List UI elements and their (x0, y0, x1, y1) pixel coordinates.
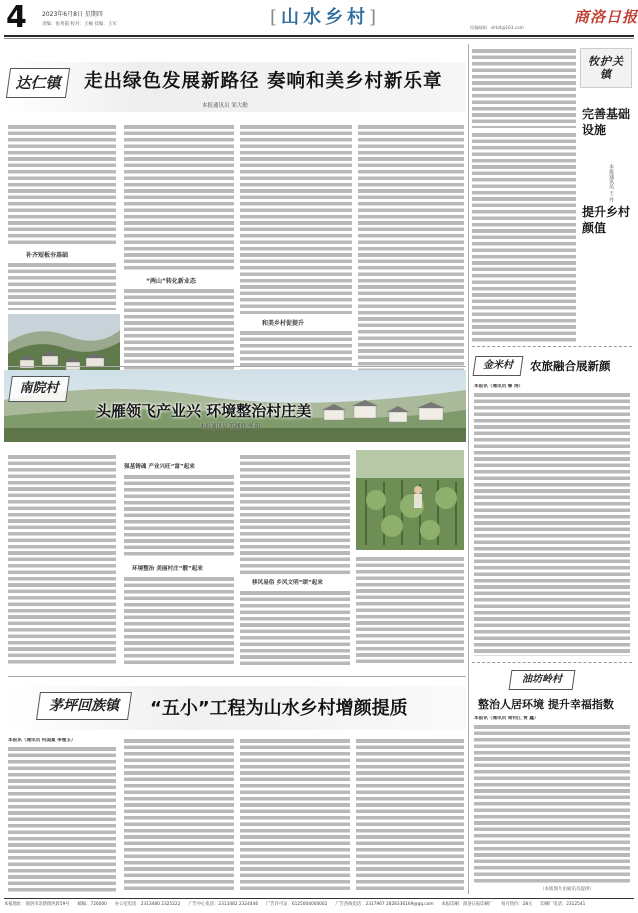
muhuguan-col-left-2 (472, 132, 576, 342)
muhuguan-headline-1: 完善基础设施 (582, 107, 631, 137)
place-tag-maoping (36, 692, 132, 720)
sidebar-sep-1 (472, 346, 632, 347)
subhead-3: 和美乡村促提升 (262, 320, 305, 327)
masthead (0, 0, 638, 40)
nanyuan-col-2 (124, 474, 234, 558)
jinmi-headline: 农旅融合展新颜 (530, 359, 611, 373)
body-column-3 (240, 124, 352, 314)
muhuguan-headline-2: 提升乡村颜值 (582, 205, 631, 235)
maoping-col-1 (8, 746, 116, 892)
byline: 本报通讯员 邹大勤 (202, 103, 248, 109)
nanyuan-col-1 (8, 454, 116, 666)
footer-ad-phone: 广告中心电话：2313482 2324446 (188, 902, 259, 907)
header-rule-thin (4, 38, 634, 39)
banner-photo-nanyuan (4, 370, 466, 442)
footer-postcode: 邮编：726000 (77, 902, 107, 907)
place-tag-nanyuan (8, 376, 70, 402)
sidebar-divider (468, 44, 469, 894)
sidebar-sep-2 (472, 662, 632, 663)
headline: 走出绿色发展新路径 奏响和美乡村新乐章 (84, 71, 443, 92)
youfangling-tag (509, 670, 576, 690)
youfangling-lead (474, 716, 630, 724)
byline-nanyuan: 本报通讯员 苏渊群 李 阳 (200, 424, 261, 430)
footer-address: 本报地址：商洛市北新街西段59号 (4, 902, 70, 907)
body-column-1 (8, 124, 116, 244)
nanyuan-subhead-3: 移风易俗 乡风文明“颂”起来 (252, 580, 323, 586)
title-banner (4, 62, 466, 112)
contact-email: 投稿邮箱：slrb4@163.com (470, 25, 524, 30)
photo-credit: （本版图片由通讯员提供） (540, 887, 594, 892)
jinmi-body (474, 392, 630, 656)
youfangling-byline: 本报讯（通讯员 周钊江 贾 鑫） (474, 716, 539, 721)
nanyuan-col-3 (240, 454, 350, 574)
maoping-col-3 (240, 738, 350, 892)
footer-hotline: 广告热线电话：2317967 2828336169@qq.com (335, 902, 434, 907)
footer-print-tel: 印刷厂电话：2312541 (540, 902, 586, 907)
jinmi-byline: 本报讯（通讯员 鲁 涛） (474, 384, 524, 389)
headline-maoping: “五小”工程为山水乡村增颜提质 (150, 698, 408, 719)
youfangling-tag-text: 油坊岭村 (522, 674, 562, 685)
body-column-2 (124, 124, 234, 272)
nanyuan-col-2b (124, 576, 234, 666)
body-column-4 (358, 124, 464, 406)
place-tag-nanyuan-text: 南院村 (19, 381, 59, 396)
muhuguan-tag (580, 48, 632, 88)
nanyuan-col-3b (240, 590, 350, 666)
youfangling-headline: 整治人居环境 提升幸福指数 (478, 698, 614, 711)
article-divider-2 (8, 676, 466, 677)
footer (4, 901, 634, 911)
article-divider (8, 366, 466, 367)
section-title-text: 山水乡村 (281, 7, 369, 28)
article-daren (4, 44, 466, 364)
page-number: 4 (6, 0, 27, 35)
nanyuan-photo (356, 450, 464, 550)
footer-printer: 本报印刷：商洛日报印刷厂 (441, 902, 494, 907)
nanyuan-subhead-1: 强基铸魂 产业兴旺“富”起来 (124, 464, 195, 470)
muhuguan-byline: 本报通讯员 王 丹 (608, 164, 614, 203)
header-rule (4, 35, 634, 37)
place-tag-maoping-text: 茅坪回族镇 (49, 698, 119, 714)
jinmi-tag-text: 金米村 (483, 360, 513, 371)
issue-date: 2023年6月8日 星期四 (42, 11, 103, 18)
sidebar-jinmi (470, 350, 634, 660)
footer-license: 广告许可证：6125004000002 (266, 902, 328, 907)
muhuguan-col-left (472, 48, 576, 128)
article-nanyuan (4, 370, 466, 670)
subhead-2: “两山”转化新业态 (146, 278, 196, 285)
nanyuan-col-4 (356, 556, 464, 666)
maoping-lead (8, 738, 116, 746)
nanyuan-photo-image (356, 450, 464, 550)
maoping-byline: 本报讯（通讯员 何国夏 李雅玉） (8, 738, 76, 743)
jinmi-tag (473, 356, 524, 376)
section-title: [山水乡村] (269, 7, 381, 28)
subhead-1: 补齐短板夯基础 (26, 252, 69, 259)
body-column-1b (8, 262, 116, 310)
newspaper-logo: 商洛日报 (574, 8, 638, 26)
title-bar-maoping (4, 686, 466, 730)
sidebar-youfangling (470, 666, 634, 894)
article-maoping (4, 680, 466, 894)
headline-nanyuan: 头雁领飞产业兴 环境整治村庄美 (96, 402, 312, 420)
editor-line: 责编：张秀霞 校对：王楠 技编：王军 (42, 22, 117, 27)
footer-rule (4, 898, 634, 899)
jinmi-lead (474, 384, 630, 392)
footer-office-phone: 办公室电话：2313480 2325222 (114, 902, 181, 907)
sidebar-muhuguan (470, 44, 634, 344)
place-tag (6, 68, 70, 98)
nanyuan-subhead-2: 环境整治 美丽村庄“靓”起来 (132, 566, 203, 572)
muhuguan-tag-text: 牧护关镇 (588, 55, 624, 81)
maoping-col-2 (124, 738, 234, 892)
youfangling-body (474, 724, 630, 884)
place-tag-text: 达仁镇 (15, 74, 61, 92)
footer-price: 每月售价：28元 (501, 902, 533, 907)
maoping-col-4 (356, 738, 464, 892)
